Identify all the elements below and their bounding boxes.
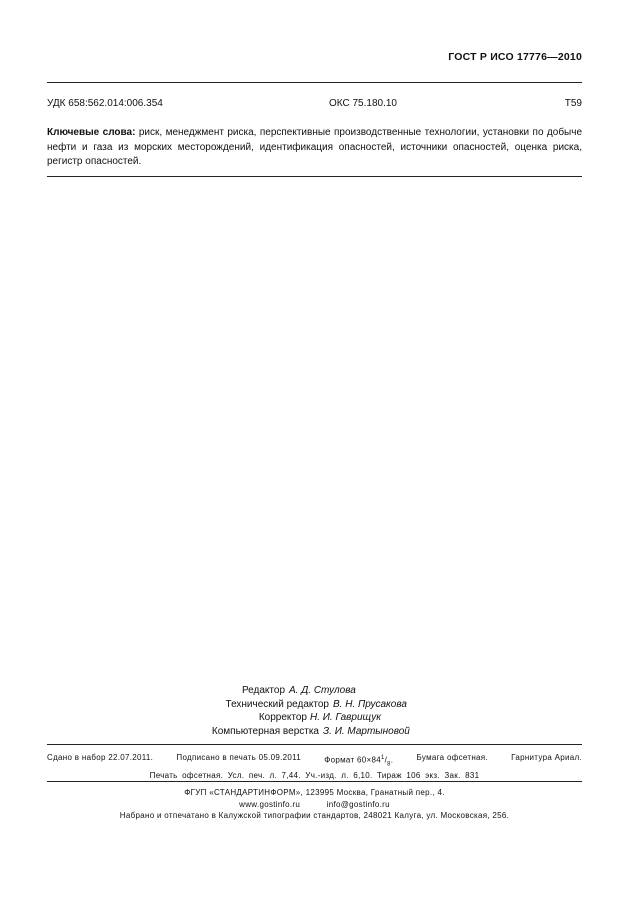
print-info-line2: Печать офсетная. Усл. печ. л. 7,44. Уч.-изд. л. 6,10. Тираж 106 экз. Зак. 831 <box>149 771 480 781</box>
publisher-info <box>47 787 582 822</box>
keywords-divider <box>47 176 582 177</box>
typeface: Гарнитура Ариал. <box>511 753 582 762</box>
credit-role: Технический редактор <box>225 698 329 710</box>
submitted-date: Сдано в набор 22.07.2011. <box>47 753 154 762</box>
publisher-divider <box>47 781 582 782</box>
classification-row <box>47 98 582 112</box>
credit-person: А. Д. Стулова <box>289 685 356 696</box>
credit-row <box>0 725 630 739</box>
editorial-credits <box>0 684 630 738</box>
credit-row <box>0 698 630 712</box>
imprint-divider <box>47 744 582 745</box>
printer-info: Набрано и отпечатано в Калужской типографии стандартов, 248021 Калуга, ул. Московская, 256. <box>119 811 510 820</box>
standard-number: ГОСТ Р ИСО 17776—2010 <box>448 51 582 63</box>
credit-role: Компьютерная верстка <box>211 725 319 737</box>
keywords-label: Ключевые слова: <box>47 127 136 138</box>
category-code: Т59 <box>564 98 582 109</box>
signed-date: Подписано в печать 05.09.2011 <box>176 753 302 762</box>
paper-format: Формат $60\times 84^1/_8$. <box>324 755 394 768</box>
print-info-line1 <box>47 752 582 770</box>
credit-person: З. И. Мартыновой <box>323 725 410 737</box>
oks-code: ОКС 75.180.10 <box>329 98 397 109</box>
publisher-name-address: ФГУП «СТАНДАРТИНФОРМ», 123995 Москва, Гранатный пер., 4. <box>184 788 445 797</box>
paper-type: Бумага офсетная. <box>416 753 488 762</box>
credit-role: Корректор <box>258 712 307 723</box>
top-divider <box>47 82 582 83</box>
credit-person: Н. И. Гаврищук <box>310 712 381 723</box>
publisher-email: info@gostinfo.ru <box>326 799 390 809</box>
udk-code: УДК 658:562.014:006.354 <box>47 98 163 109</box>
print-info <box>47 752 582 782</box>
keywords-text: риск, менеджмент риска, перспективные производственные технологии, установки по добыче нефти и газа из морских месторождений, идентификация опасностей, источники опасностей, оценка риска, регистр опасностей. <box>47 127 583 167</box>
credit-row <box>0 711 630 725</box>
keywords-paragraph <box>47 126 582 170</box>
credit-person: В. Н. Прусакова <box>333 698 407 710</box>
publisher-web <box>47 799 582 811</box>
credit-role: Редактор <box>241 685 285 696</box>
credit-row <box>0 684 630 698</box>
publisher-website: www.gostinfo.ru <box>239 799 301 809</box>
